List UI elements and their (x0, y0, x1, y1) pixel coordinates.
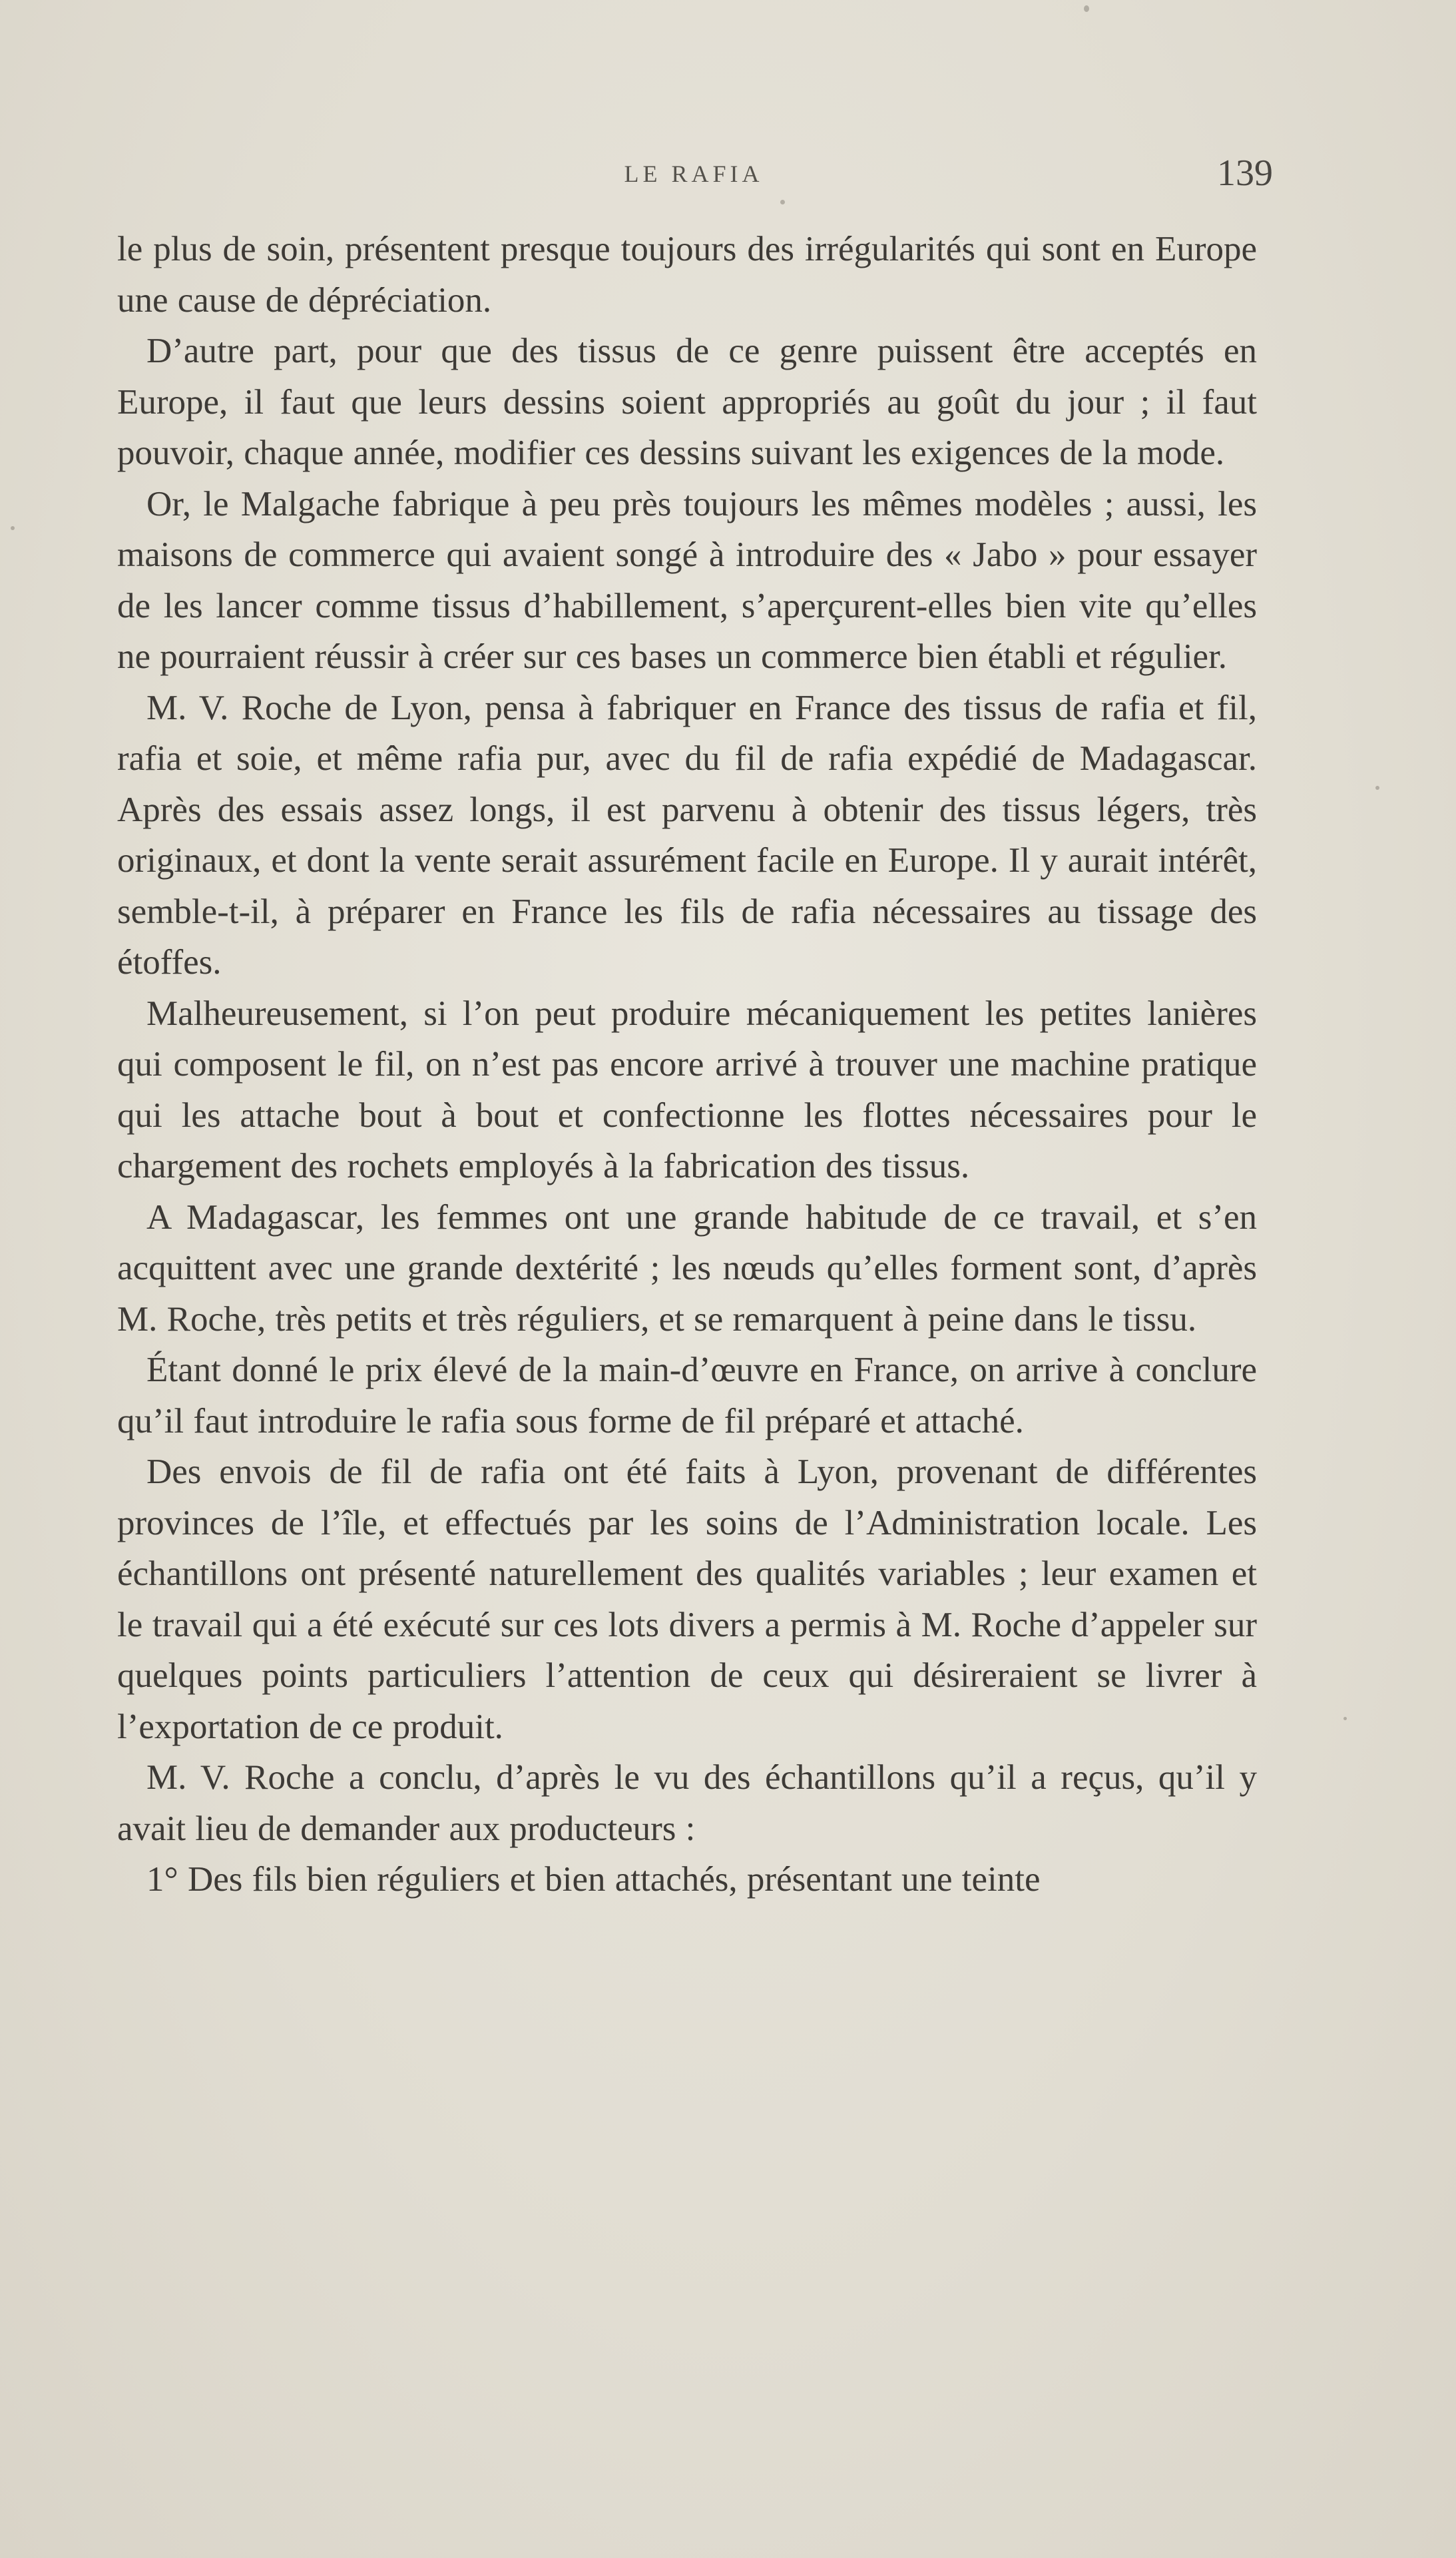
paragraph-1: le plus de soin, présentent presque toujours des irrégularités qui sont en Europe une cause de dépréciation. (117, 230, 1257, 320)
paragraph-9: M. V. Roche a conclu, d’après le vu des échantillons qu’il a reçus, qu’il y avait lieu de demander aux producteurs : (117, 1758, 1257, 1848)
paragraph-5: Malheureusement, si l’on peut produire mécaniquement les petites lanières qui composent le fil, on n’est pas encore arrivé à trouver une machine pratique qui les attache bout à bout et confectionne les flottes nécessaires pour le chargement des rochets employés à la fabrication des tissus. (117, 994, 1257, 1185)
paper-speck (1084, 5, 1089, 12)
running-title: LE RAFIA (624, 160, 764, 187)
page-number: 139 (1217, 153, 1273, 194)
paragraph-10: 1° Des fils bien réguliers et bien attachés, présentant une teinte (146, 1860, 1041, 1899)
paragraph-8: Des envois de fil de rafia ont été faits à Lyon, provenant de différentes provinces de l’île, et effectués par les soins de l’Administration locale. Les échantillons ont présenté naturellement des qualités variables ; leur examen et le travail qui a été exécuté sur ces lots divers a permis à M. Roche d’appeler sur quelques points particuliers l’attention de ceux qui désireraient se livrer à l’exportation de ce produit. (117, 1452, 1257, 1746)
paragraph-7: Étant donné le prix élevé de la main-d’œuvre en France, on arrive à conclure qu’il faut introduire le rafia sous forme de fil préparé et attaché. (117, 1351, 1257, 1440)
paper-speck (1343, 1717, 1347, 1720)
paragraph-2: D’autre part, pour que des tissus de ce genre puissent être acceptés en Europe, il faut que leurs dessins soient appropriés au goût du jour ; il faut pouvoir, chaque année, modifier ces dessins suivant les exigences de la mode. (117, 332, 1257, 472)
paragraph-4: M. V. Roche de Lyon, pensa à fabriquer en France des tissus de rafia et fil, rafia et soie, et même rafia pur, avec du fil de rafia expédié de Madagascar. Après des essais assez longs, il est parvenu à obtenir des tissus légers, très originaux, et dont la vente serait assurément facile en Europe. Il y aurait intérêt, semble-t-il, à préparer en France les fils de rafia nécessaires au tissage des étoffes. (117, 688, 1257, 982)
paragraph-3: Or, le Malgache fabrique à peu près toujours les mêmes modèles ; aussi, les maisons de commerce qui avaient songé à introduire des « Jabo » pour essayer de les lancer comme tissus d’habillement, s’aperçurent-elles bien vite qu’elles ne pourraient réussir à créer sur ces bases un commerce bien établi et régulier. (117, 484, 1257, 676)
running-header (115, 152, 1273, 198)
body-text (117, 224, 1257, 1905)
paper-speck (1375, 786, 1379, 790)
paragraph-6: A Madagascar, les femmes ont une grande habitude de ce travail, et s’en acquittent avec une grande dextérité ; les nœuds qu’elles forment sont, d’après M. Roche, très petits et très réguliers, et se remarquent à peine dans le tissu. (117, 1197, 1257, 1339)
paper-speck (780, 200, 785, 204)
paper-speck (11, 526, 15, 530)
